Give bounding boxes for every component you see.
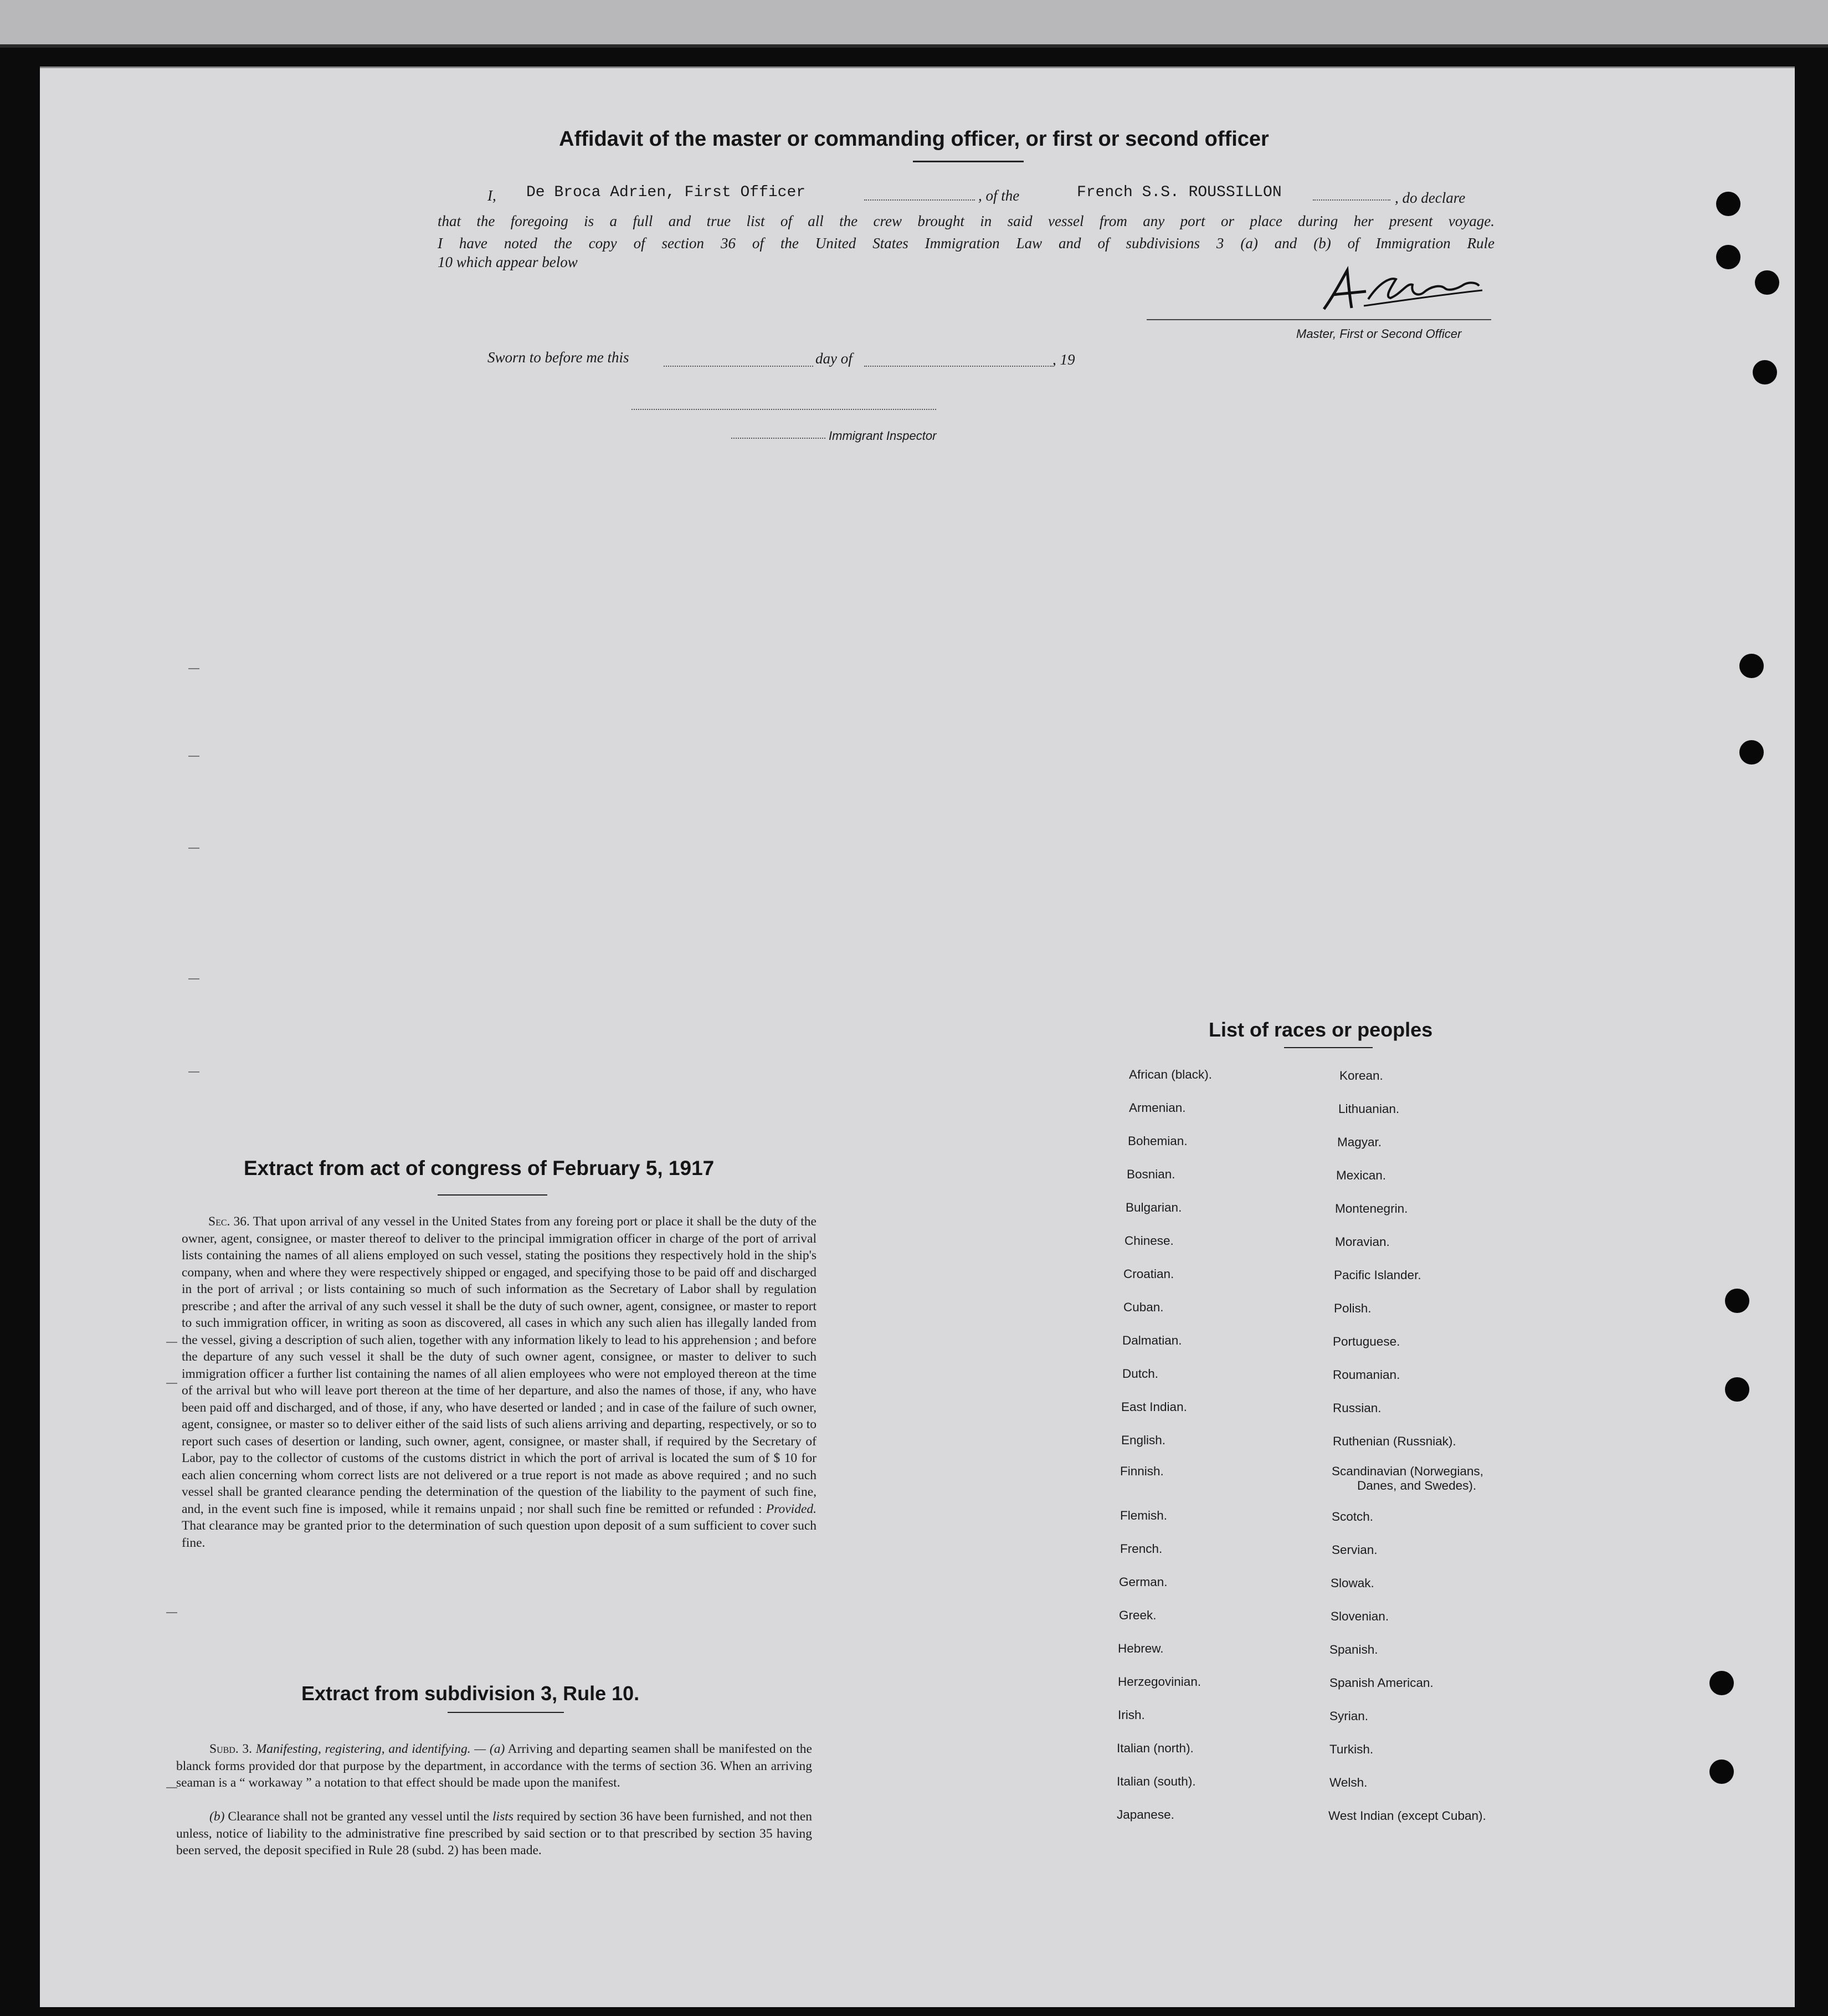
affidavit-line-4: 10 which appear below	[438, 254, 578, 270]
affidavit-pronoun: I,	[487, 187, 496, 204]
race-right: Magyar.	[1337, 1135, 1382, 1149]
race-left: Croatian.	[1123, 1267, 1174, 1281]
subd-b-text-1: Clearance shall not be granted any vessel until the	[228, 1809, 490, 1824]
race-left: Bohemian.	[1128, 1134, 1188, 1148]
punch-hole	[1725, 1377, 1749, 1402]
races-title: List of races or peoples	[1209, 1018, 1433, 1041]
race-right: Pacific Islander.	[1334, 1268, 1421, 1282]
race-left: African (black).	[1129, 1068, 1213, 1081]
race-left: Japanese.	[1117, 1808, 1174, 1822]
subd-a-text: Arriving and departing seamen shall be manifested on the blanck forms provided dor that purpose by the department, in accordance with the terms of section 36. When an arriving seaman is a “ workaway ” a notation to that effect should be made upon the manifest.	[176, 1742, 812, 1790]
sworn-day-line	[664, 366, 813, 367]
inspector-line-2	[731, 438, 825, 439]
race-right: Russian.	[1333, 1401, 1382, 1415]
margin-dash	[166, 1612, 177, 1613]
race-left: Dalmatian.	[1122, 1333, 1182, 1347]
race-left: Herzegovinian.	[1118, 1675, 1201, 1689]
race-left: Cuban.	[1123, 1300, 1164, 1314]
signature-caption: Master, First or Second Officer	[1296, 327, 1462, 341]
subd-label: Subd. 3.	[209, 1742, 253, 1756]
punch-hole	[1709, 1759, 1734, 1784]
race-left: Flemish.	[1120, 1509, 1168, 1522]
sworn-day-label: day of	[815, 350, 853, 367]
race-left: German.	[1119, 1575, 1168, 1589]
affidavit-line-2: that the foregoing is a full and true list of all the crew brought in said vessel from any port or place during her present voyage.	[438, 213, 1495, 229]
race-left: Hebrew.	[1118, 1641, 1164, 1655]
race-left: Irish.	[1118, 1708, 1145, 1722]
race-left: Bulgarian.	[1126, 1201, 1182, 1214]
race-right: Mexican.	[1336, 1168, 1387, 1182]
inspector-line	[631, 409, 936, 410]
subd-b-text-2: required by section 36 have been furnished, and not then unless, notice of liability to the administrative fine prescribed by said section or to that prescribed by section 35 having been served, the deposit specified in Rule 28 (subd. 2) has been made.	[176, 1809, 813, 1858]
margin-dash	[188, 978, 199, 979]
vessel-name: French S.S. ROUSSILLON	[1077, 184, 1282, 201]
fill-line	[1313, 199, 1390, 201]
extract1-title: Extract from act of congress of February 5, 1917	[244, 1157, 715, 1179]
subd-heading: Manifesting, registering, and identifying. — (a)	[255, 1742, 505, 1756]
race-left: Italian (south).	[1117, 1774, 1196, 1788]
race-left: Italian (north).	[1117, 1741, 1194, 1755]
punch-hole	[1709, 1671, 1734, 1695]
inspector-caption: Immigrant Inspector	[829, 429, 937, 443]
affidavit-line-3: I have noted the copy of section 36 of the United States Immigration Law and of subdivisions 3 (a) and (b) of Immigration Rule	[438, 235, 1495, 252]
punch-hole	[1739, 654, 1764, 678]
race-right: Portuguese.	[1333, 1335, 1400, 1348]
margin-dash	[188, 848, 199, 849]
race-left: English.	[1121, 1433, 1166, 1447]
declarant-name: De Broca Adrien, First Officer	[526, 184, 806, 201]
race-left: Chinese.	[1124, 1234, 1174, 1248]
signature-line	[1147, 319, 1491, 320]
extract2-subd-b	[176, 1808, 812, 1859]
signature	[1313, 260, 1490, 321]
affidavit-of-the: , of the	[978, 187, 1020, 204]
sec36-end: That clearance may be granted prior to the determination of such question upon deposit of a sum sufficient to cover such fine.	[182, 1519, 817, 1550]
margin-dash	[166, 1383, 177, 1384]
race-left: East Indian.	[1121, 1400, 1187, 1414]
race-right: Spanish American.	[1329, 1676, 1434, 1690]
punch-hole	[1716, 245, 1740, 269]
race-right: Spanish.	[1329, 1643, 1378, 1656]
sec36-text: That upon arrival of any vessel in the United States from any foreing port or place it shall be the duty of the owner, agent, consignee, or master thereof to deliver to the principal immigration officer in charge of the port of arrival lists containing the names of all aliens employed on such vessel, stating the positions they respectively hold in the ship's company, when and where they were respectively shipped or engaged, and specifying those to be paid off and discharged in the port of arrival ; or lists containing so much of such information as the Secretary of Labor shall by regulation prescribe ; and after the arrival of any such vessel it shall be the duty of such owner, agent, consignee, or master to report to such immigration officer, in writing as soon as discovered, all cases in which any such alien has illegally landed from the vessel, giving a description of such alien, together with any information likely to lead to his apprehension ; and before the departure of any such vessel it shall be the duty of such owner agent, consignee, or master to deliver to such immigration officer a further list containing the names of all alien employees who were not employed thereon at the time of the arrival but who will leave port thereon at the time of her departure, and also the names of those, if any, who have been paid off and discharged, and of those, if any, who have deserted or landed ; and in case of the failure of such owner, agent, consignee, or master so to deliver either of the said lists of such aliens arriving and departing, respectively, or so to report such cases of desertion or landing, such owner, agent, consignee, or master shall, if required by the Secretary of Labor, pay to the collector of customs of the customs district in which the port of arrival is located the sum of $ 10 for each alien concerning whom correct lists are not delivered or a true report is not made as above required ; and no such vessel shall be granted clearance pending the determination of the question of the liability to the payment of such fine, and, in the event such fine is imposed, while it remains unpaid ; nor shall such fine be remitted or refunded :	[182, 1214, 817, 1516]
race-right: Scotch.	[1332, 1510, 1374, 1523]
race-right: Ruthenian (Russniak).	[1333, 1434, 1456, 1448]
race-right: Welsh.	[1329, 1776, 1368, 1789]
punch-hole	[1725, 1289, 1749, 1313]
race-left: Finnish.	[1120, 1464, 1164, 1478]
margin-dash	[188, 756, 199, 757]
race-right: Scandinavian (Norwegians,	[1332, 1464, 1483, 1478]
extract2-subd-a	[176, 1741, 812, 1792]
sworn-prefix: Sworn to before me this	[487, 349, 629, 366]
margin-dash	[166, 1787, 177, 1788]
race-right: West Indian (except Cuban).	[1328, 1809, 1486, 1823]
punch-hole	[1753, 360, 1777, 384]
punch-hole	[1755, 270, 1779, 295]
race-right: Lithuanian.	[1338, 1102, 1400, 1116]
race-right: Turkish.	[1329, 1742, 1374, 1756]
sworn-year: , 19	[1052, 351, 1075, 368]
extract2-title: Extract from subdivision 3, Rule 10.	[301, 1682, 640, 1705]
title-rule	[448, 1712, 564, 1713]
title-rule	[913, 161, 1024, 162]
race-right: Syrian.	[1329, 1709, 1369, 1723]
margin-dash	[166, 1342, 177, 1343]
fill-line	[864, 199, 975, 201]
race-left: Armenian.	[1129, 1101, 1186, 1115]
race-right: Roumanian.	[1333, 1368, 1400, 1382]
race-left: French.	[1120, 1542, 1163, 1556]
margin-dash	[188, 668, 199, 669]
affidavit-do-declare: , do declare	[1395, 189, 1466, 206]
sworn-month-line	[864, 366, 1052, 367]
race-right: Slowak.	[1331, 1576, 1374, 1590]
race-right: Montenegrin.	[1335, 1202, 1408, 1215]
document-page	[40, 66, 1795, 2007]
margin-dash	[188, 1071, 199, 1073]
race-left: Bosnian.	[1127, 1167, 1175, 1181]
punch-hole	[1716, 192, 1740, 216]
race-right: Danes, and Swedes).	[1357, 1479, 1477, 1492]
race-left: Dutch.	[1122, 1367, 1159, 1381]
race-right: Servian.	[1332, 1543, 1378, 1557]
race-right: Moravian.	[1335, 1235, 1390, 1249]
title-rule	[438, 1194, 547, 1196]
title-rule	[1284, 1047, 1373, 1048]
sec-label: Sec. 36.	[208, 1214, 250, 1229]
b-label: (b)	[209, 1809, 225, 1824]
affidavit-title: Affidavit of the master or commanding officer, or first or second officer	[559, 127, 1269, 151]
punch-hole	[1739, 740, 1764, 765]
provided-word: Provided.	[766, 1501, 817, 1516]
race-left: Greek.	[1119, 1608, 1157, 1622]
lists-word: lists	[492, 1809, 514, 1824]
scanner-top-strip	[0, 0, 1828, 48]
race-right: Polish.	[1334, 1301, 1372, 1315]
race-right: Korean.	[1339, 1069, 1383, 1083]
extract1-body	[182, 1213, 817, 1551]
race-right: Slovenian.	[1331, 1609, 1389, 1623]
